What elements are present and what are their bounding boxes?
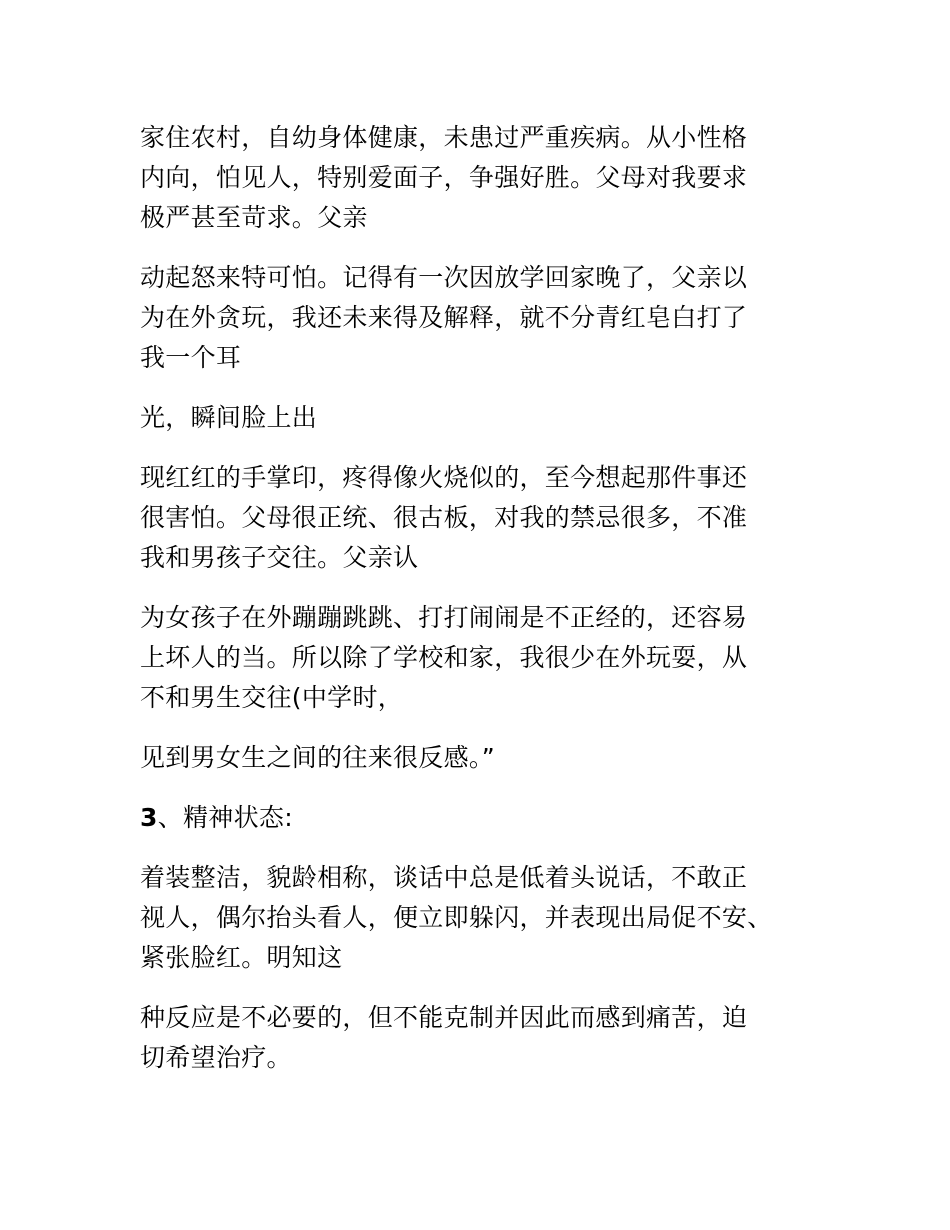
text-line: 为在外贪玩，我还未来得及解释，就不分青红皂白打了 [140, 303, 748, 332]
paragraph-aversion [140, 738, 810, 778]
heading-line [140, 798, 810, 838]
paragraph-restrictions [140, 598, 810, 718]
heading-number: 3 [140, 803, 158, 832]
text-line: 家住农村，自幼身体健康，未患过严重疾病。从小性格 [140, 123, 748, 152]
text-line: 我一个耳 [140, 343, 242, 372]
text-line: 上坏人的当。所以除了学校和家，我很少在外玩耍，从 [140, 643, 748, 672]
section-heading-mental-state [140, 798, 810, 838]
text-line: 见到男女生之间的往来很反感。” [140, 743, 495, 772]
text-line: 视人，偶尔抬头看人，便立即躲闪，并表现出局促不安、 [140, 903, 773, 932]
text-line: 我和男孩子交往。父亲认 [140, 543, 419, 572]
text-line: 着装整洁，貌龄相称，谈话中总是低着头说话，不敢正 [140, 863, 748, 892]
text-line: 很害怕。父母很正统、很古板，对我的禁忌很多，不准 [140, 503, 748, 532]
text-line: 为女孩子在外蹦蹦跳跳、打打闹闹是不正经的，还容易 [140, 603, 748, 632]
text-line: 切希望治疗。 [140, 1043, 292, 1072]
paragraph-father-anger [140, 258, 810, 378]
text-line: 光，瞬间脸上出 [140, 403, 318, 432]
paragraph-appearance [140, 858, 810, 978]
heading-text: 、精神状态: [157, 803, 293, 832]
text-line: 极严甚至苛求。父亲 [140, 203, 368, 232]
paragraph-family-background [140, 118, 810, 238]
text-line: 种反应是不必要的，但不能克制并因此而感到痛苦，迫 [140, 1003, 748, 1032]
text-line: 动起怒来特可怕。记得有一次因放学回家晚了，父亲以 [140, 263, 748, 292]
text-line: 紧张脸红。明知这 [140, 943, 343, 972]
text-line: 不和男生交往(中学时， [140, 683, 404, 712]
text-line: 现红红的手掌印，疼得像火烧似的，至今想起那件事还 [140, 463, 748, 492]
text-line: 内向，怕见人，特别爱面子，争强好胜。父母对我要求 [140, 163, 748, 192]
paragraph-handprint [140, 458, 810, 578]
paragraph-treatment-wish [140, 998, 810, 1078]
paragraph-slap [140, 398, 810, 438]
